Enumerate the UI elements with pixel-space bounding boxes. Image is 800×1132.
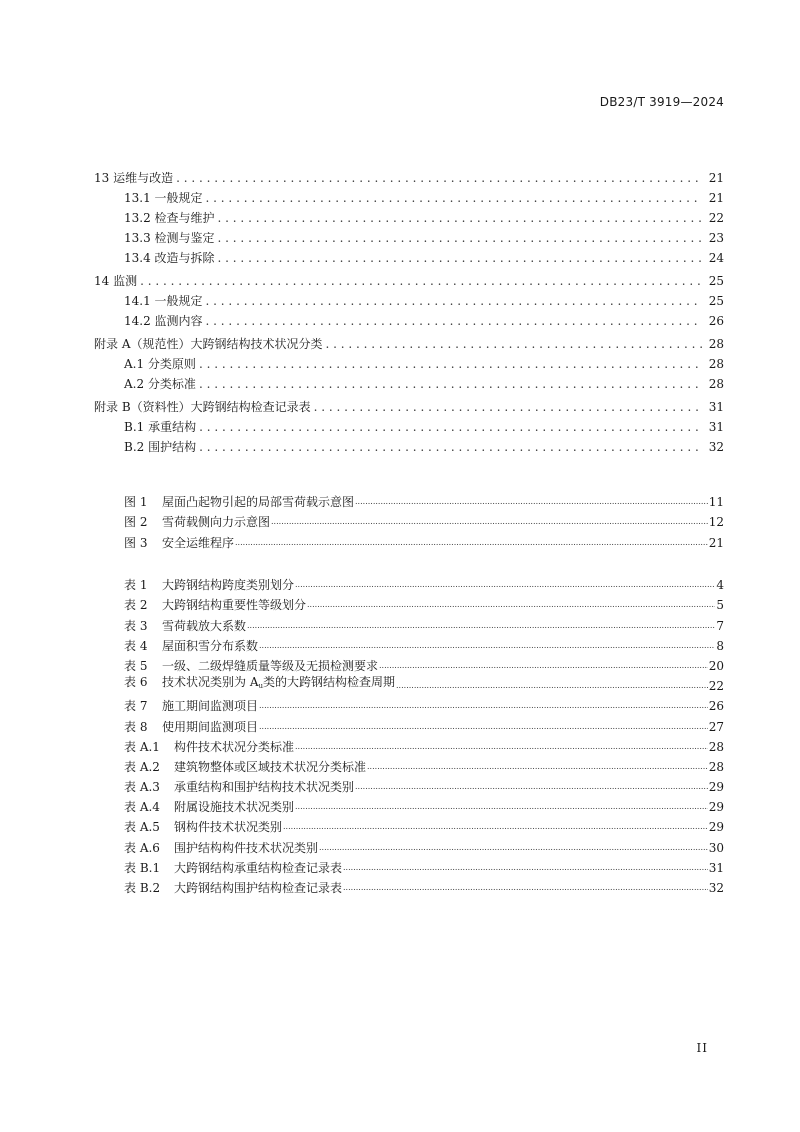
toc-entry[interactable] bbox=[94, 311, 724, 331]
table-number: 表 A.1 bbox=[124, 739, 160, 754]
table-entry[interactable] bbox=[124, 757, 724, 777]
table-title: 屋面积雪分布系数 bbox=[162, 638, 259, 653]
dot-leader bbox=[140, 271, 702, 291]
dot-leader bbox=[283, 817, 708, 837]
dot-leader bbox=[379, 656, 708, 676]
table-title: 附属设施技术状况类别 bbox=[174, 800, 295, 815]
toc-entry[interactable] bbox=[94, 168, 724, 188]
toc-entry-title: 附录 B（资料性）大跨钢结构检查记录表 bbox=[94, 397, 314, 417]
dot-leader bbox=[206, 291, 702, 311]
table-entry-page: 22 bbox=[708, 679, 724, 694]
table-entry[interactable] bbox=[124, 676, 724, 696]
table-number: 表 7 bbox=[124, 699, 148, 714]
table-entry-page: 4 bbox=[716, 578, 724, 593]
toc-entry-page: 23 bbox=[708, 231, 724, 245]
toc-entry-page: 25 bbox=[708, 294, 724, 308]
figure-entry[interactable] bbox=[124, 512, 724, 532]
list-of-tables bbox=[124, 575, 724, 898]
dot-leader bbox=[325, 334, 702, 354]
table-entry-page: 5 bbox=[716, 598, 724, 613]
toc-entry-page: 31 bbox=[708, 400, 724, 414]
table-title-part: 类的大跨钢结构检查周期 bbox=[263, 675, 396, 690]
table-title: 雪荷载放大系数 bbox=[162, 618, 247, 633]
toc-entry-title: 14 监测 bbox=[94, 271, 140, 291]
table-entry-page: 28 bbox=[708, 739, 724, 754]
table-entry-title bbox=[124, 595, 307, 615]
toc-entry-page: 26 bbox=[708, 314, 724, 328]
toc-entry-page: 21 bbox=[708, 171, 724, 185]
table-number: 表 5 bbox=[124, 658, 148, 673]
dot-leader bbox=[319, 838, 708, 858]
table-title-subscript: u bbox=[258, 682, 263, 691]
table-entry[interactable] bbox=[124, 696, 724, 716]
toc-entry[interactable] bbox=[94, 334, 724, 354]
toc-entry-page: 31 bbox=[708, 420, 724, 434]
dot-leader bbox=[367, 757, 708, 777]
table-entry[interactable] bbox=[124, 737, 724, 757]
toc-entry-page: 24 bbox=[708, 251, 724, 265]
table-number: 表 1 bbox=[124, 578, 148, 593]
toc-entry-page: 28 bbox=[708, 377, 724, 391]
figure-entry-page: 21 bbox=[708, 535, 724, 550]
table-number: 表 A.5 bbox=[124, 820, 160, 835]
table-entry-title bbox=[124, 838, 319, 858]
table-number: 表 2 bbox=[124, 598, 148, 613]
toc-entry-title: 13.3 检测与鉴定 bbox=[124, 228, 218, 248]
toc-entry-title: A.1 分类原则 bbox=[124, 354, 199, 374]
toc-entry-title: 附录 A（规范性）大跨钢结构技术状况分类 bbox=[94, 334, 325, 354]
toc-entry-title: 14.2 监测内容 bbox=[124, 311, 206, 331]
toc-entry-page: 32 bbox=[708, 440, 724, 454]
toc-entry[interactable] bbox=[94, 397, 724, 417]
dot-leader bbox=[218, 208, 702, 228]
table-title: 施工期间监测项目 bbox=[162, 699, 259, 714]
table-entry[interactable] bbox=[124, 716, 724, 736]
table-entry-title bbox=[124, 777, 355, 797]
table-title: 使用期间监测项目 bbox=[162, 719, 259, 734]
table-entry-title bbox=[124, 797, 295, 817]
table-title: 围护结构构件技术状况类别 bbox=[174, 840, 319, 855]
table-number: 表 3 bbox=[124, 618, 148, 633]
page-number: II bbox=[696, 1041, 708, 1055]
toc-entry[interactable] bbox=[94, 271, 724, 291]
toc-entry-page: 25 bbox=[708, 274, 724, 288]
dot-leader bbox=[343, 858, 708, 878]
figure-entry-title bbox=[124, 492, 355, 512]
table-entry-title bbox=[124, 878, 343, 898]
toc-entry-title: A.2 分类标准 bbox=[124, 374, 199, 394]
dot-leader bbox=[396, 676, 708, 696]
figure-number: 图 1 bbox=[124, 495, 148, 510]
toc-entry-page: 28 bbox=[708, 337, 724, 351]
dot-leader bbox=[259, 636, 715, 656]
toc-entry[interactable] bbox=[94, 291, 724, 311]
table-number: 表 B.1 bbox=[124, 860, 161, 875]
table-entry-page: 26 bbox=[708, 699, 724, 714]
dot-leader bbox=[218, 228, 702, 248]
toc-entry-title: B.1 承重结构 bbox=[124, 417, 199, 437]
figure-title: 安全运维程序 bbox=[162, 535, 235, 550]
toc-entry-page: 28 bbox=[708, 357, 724, 371]
figure-title: 屋面凸起物引起的局部雪荷载示意图 bbox=[162, 495, 355, 510]
list-of-figures bbox=[124, 492, 724, 553]
dot-leader bbox=[355, 492, 708, 512]
table-entry-page: 29 bbox=[708, 780, 724, 795]
table-title bbox=[162, 675, 395, 689]
table-number: 表 A.2 bbox=[124, 759, 160, 774]
table-entry-page: 29 bbox=[708, 820, 724, 835]
table-entry-page: 27 bbox=[708, 719, 724, 734]
table-entry-page: 20 bbox=[708, 658, 724, 673]
dot-leader bbox=[314, 397, 702, 417]
table-entry-page: 8 bbox=[716, 638, 724, 653]
table-entry[interactable] bbox=[124, 575, 724, 595]
dot-leader bbox=[199, 354, 702, 374]
table-entry[interactable] bbox=[124, 595, 724, 615]
table-number: 表 B.2 bbox=[124, 881, 161, 895]
table-number: 表 A.6 bbox=[124, 840, 160, 855]
table-entry-title bbox=[124, 757, 367, 777]
toc-entry[interactable] bbox=[94, 188, 724, 208]
table-entry[interactable] bbox=[124, 797, 724, 817]
toc-entry[interactable] bbox=[94, 437, 724, 457]
toc-entry-page: 21 bbox=[708, 191, 724, 205]
toc-entry-title: B.2 围护结构 bbox=[124, 437, 199, 457]
table-entry-title bbox=[124, 696, 259, 716]
figure-entry-title bbox=[124, 512, 271, 532]
table-title: 承重结构和围护结构技术状况类别 bbox=[174, 780, 355, 795]
table-entry-title bbox=[124, 636, 259, 656]
toc-entry[interactable] bbox=[94, 208, 724, 228]
dot-leader bbox=[343, 878, 708, 898]
dot-leader bbox=[206, 188, 702, 208]
figure-title: 雪荷载侧向力示意图 bbox=[162, 515, 271, 530]
toc-entry[interactable] bbox=[94, 417, 724, 437]
dot-leader bbox=[355, 777, 708, 797]
table-entry-page: 31 bbox=[708, 860, 724, 875]
table-entry-page: 7 bbox=[716, 618, 724, 633]
dot-leader bbox=[295, 575, 715, 595]
table-entry-title bbox=[124, 737, 295, 757]
table-title: 大跨钢结构跨度类别划分 bbox=[162, 578, 295, 593]
toc-entry-title: 13.1 一般规定 bbox=[124, 188, 206, 208]
table-entry[interactable] bbox=[124, 837, 724, 857]
toc-entry[interactable] bbox=[94, 354, 724, 374]
table-entry-title bbox=[124, 717, 259, 737]
table-entry-title bbox=[124, 858, 343, 878]
table-entry-title bbox=[124, 672, 396, 696]
dot-leader bbox=[199, 374, 702, 394]
figure-entry[interactable] bbox=[124, 532, 724, 552]
table-title: 大跨钢结构承重结构检查记录表 bbox=[174, 860, 343, 875]
figure-entry-title bbox=[124, 533, 235, 553]
dot-leader bbox=[247, 616, 715, 636]
figure-entry-page: 12 bbox=[708, 515, 724, 530]
table-entry-title bbox=[124, 575, 295, 595]
table-entry-page: 32 bbox=[708, 881, 724, 895]
table-number: 表 A.4 bbox=[124, 800, 160, 815]
table-number: 表 A.3 bbox=[124, 780, 160, 795]
dot-leader bbox=[176, 168, 702, 188]
table-title: 建筑物整体或区域技术状况分类标准 bbox=[174, 759, 367, 774]
dot-leader bbox=[218, 248, 702, 268]
table-entry-page: 30 bbox=[708, 840, 724, 855]
table-title: 大跨钢结构围护结构检查记录表 bbox=[174, 881, 343, 895]
toc-entry[interactable] bbox=[94, 248, 724, 268]
figure-entry-page: 11 bbox=[708, 495, 724, 510]
dot-leader bbox=[307, 595, 715, 615]
table-entry[interactable] bbox=[124, 615, 724, 635]
toc-entry[interactable] bbox=[94, 374, 724, 394]
dot-leader bbox=[235, 533, 708, 553]
figure-number: 图 3 bbox=[124, 535, 148, 550]
dot-leader bbox=[206, 311, 702, 331]
table-title-part: 技术状况类别为 A bbox=[162, 675, 259, 690]
dot-leader bbox=[295, 797, 708, 817]
dot-leader bbox=[259, 696, 708, 716]
table-entry[interactable] bbox=[124, 878, 724, 898]
dot-leader bbox=[259, 717, 708, 737]
figure-number: 图 2 bbox=[124, 515, 148, 530]
table-entry[interactable] bbox=[124, 777, 724, 797]
table-entry[interactable] bbox=[124, 636, 724, 656]
table-number: 表 8 bbox=[124, 719, 148, 734]
table-entry-page: 29 bbox=[708, 800, 724, 815]
table-title: 钢构件技术状况类别 bbox=[174, 820, 283, 835]
table-entry-page: 28 bbox=[708, 759, 724, 774]
document-code: DB23/T 3919—2024 bbox=[599, 95, 724, 109]
toc-entry-title: 13 运维与改造 bbox=[94, 168, 176, 188]
toc-entry-title: 14.1 一般规定 bbox=[124, 291, 206, 311]
dot-leader bbox=[295, 737, 708, 757]
dot-leader bbox=[199, 417, 702, 437]
table-entry-title bbox=[124, 616, 247, 636]
toc-entry[interactable] bbox=[94, 228, 724, 248]
table-title: 一级、二级焊缝质量等级及无损检测要求 bbox=[162, 658, 379, 673]
toc-entry-title: 13.2 检查与维护 bbox=[124, 208, 218, 228]
table-number: 表 4 bbox=[124, 638, 148, 653]
table-of-contents bbox=[94, 168, 724, 457]
table-entry[interactable] bbox=[124, 817, 724, 837]
figure-entry[interactable] bbox=[124, 492, 724, 512]
table-number: 表 6 bbox=[124, 675, 148, 690]
toc-entry-title: 13.4 改造与拆除 bbox=[124, 248, 218, 268]
table-title: 大跨钢结构重要性等级划分 bbox=[162, 598, 307, 613]
toc-entry-page: 22 bbox=[708, 211, 724, 225]
table-title: 构件技术状况分类标准 bbox=[174, 739, 295, 754]
dot-leader bbox=[199, 437, 702, 457]
dot-leader bbox=[271, 512, 708, 532]
table-entry-title bbox=[124, 817, 283, 837]
table-entry[interactable] bbox=[124, 858, 724, 878]
